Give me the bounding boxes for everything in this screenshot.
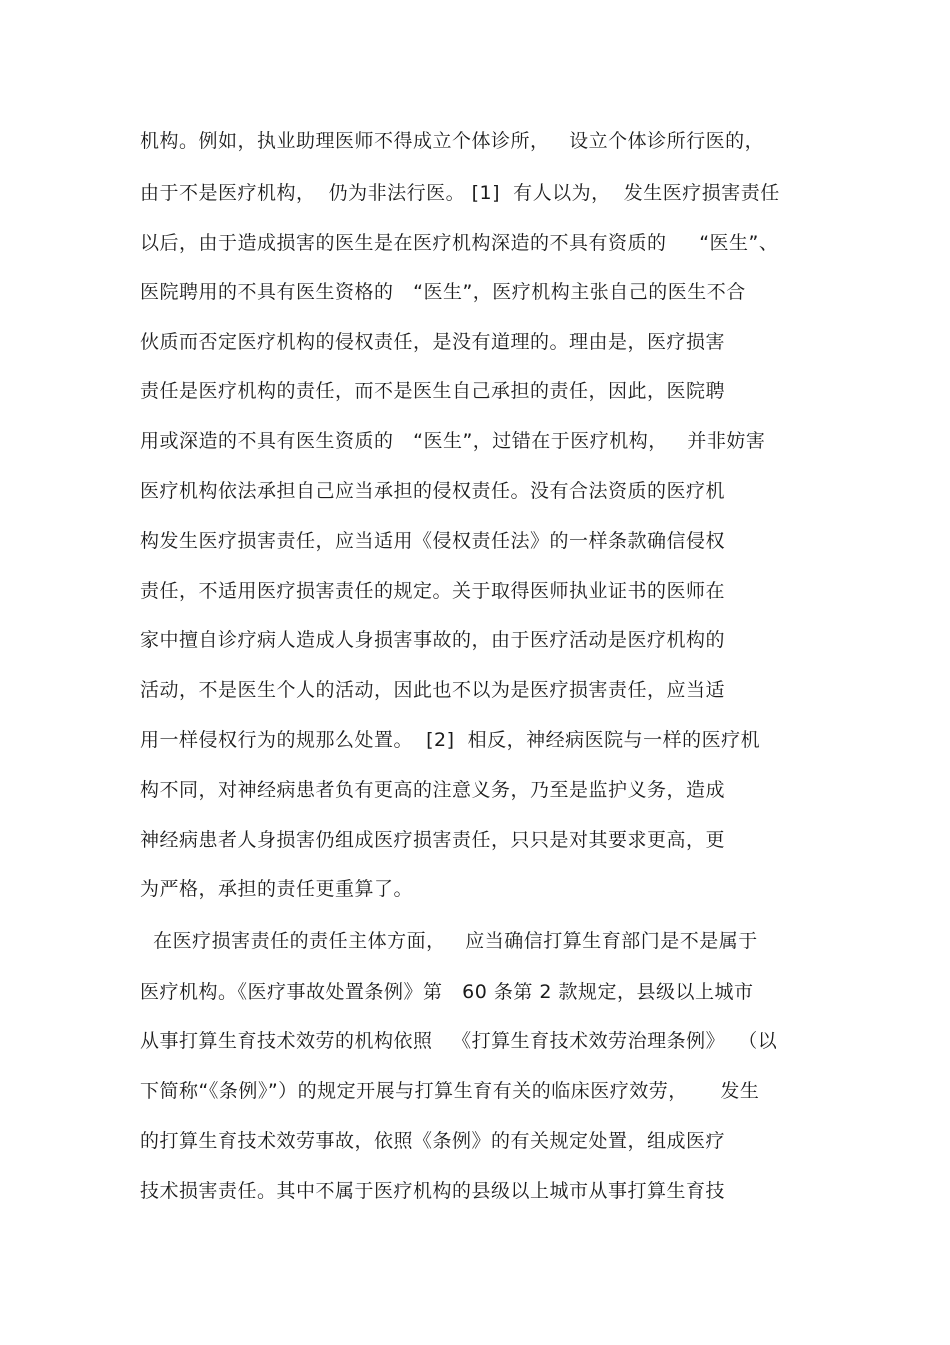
text-line-4: 医院聘用的不具有医生资格的 “医生”，医疗机构主张自己的医生不合 (140, 281, 746, 303)
text-line-17: 在医疗损害责任的责任主体方面， 应当确信打算生育部门是不是属于 (140, 930, 758, 952)
text-line-6: 责任是医疗机构的责任，而不是医生自己承担的责任，因此，医院聘 (140, 380, 726, 402)
text-line-18: 医疗机构。《医疗事故处置条例》第 60 条第 2 款规定，县级以上城市 (140, 981, 754, 1003)
text-line-2: 由于不是医疗机构， 仍为非法行医。 [1] 有人以为， 发生医疗损害责任 (140, 182, 780, 204)
text-line-11: 家中擅自诊疗病人造成人身损害事故的，由于医疗活动是医疗机构的 (140, 629, 726, 651)
text-line-10: 责任，不适用医疗损害责任的规定。关于取得医师执业证书的医师在 (140, 580, 726, 602)
text-line-5: 伙质而否定医疗机构的侵权责任，是没有道理的。理由是，医疗损害 (140, 331, 726, 353)
text-line-3: 以后，由于造成损害的医生是在医疗机构深造的不具有资质的 “医生”、 (140, 232, 779, 254)
text-line-19: 从事打算生育技术效劳的机构依照 《打算生育技术效劳治理条例》 （以 (140, 1030, 778, 1052)
text-line-12: 活动，不是医生个人的活动，因此也不以为是医疗损害责任，应当适 (140, 679, 726, 701)
text-line-22: 技术损害责任。其中不属于医疗机构的县级以上城市从事打算生育技 (140, 1180, 726, 1202)
text-line-7: 用或深造的不具有医生资质的 “医生”，过错在于医疗机构， 并非妨害 (140, 430, 766, 452)
text-line-9: 构发生医疗损害责任，应当适用《侵权责任法》的一样条款确信侵权 (140, 530, 726, 552)
text-line-21: 的打算生育技术效劳事故，依照《条例》的有关规定处置，组成医疗 (140, 1130, 726, 1152)
text-line-8: 医疗机构依法承担自己应当承担的侵权责任。没有合法资质的医疗机 (140, 480, 726, 502)
text-line-16: 为严格，承担的责任更重算了。 (140, 878, 414, 900)
text-line-13: 用一样侵权行为的规那么处置。 [2] 相反，神经病医院与一样的医疗机 (140, 729, 761, 751)
text-line-20: 下简称“《条例》”）的规定开展与打算生育有关的临床医疗效劳， 发生 (140, 1080, 760, 1102)
text-line-15: 神经病患者人身损害仍组成医疗损害责任，只只是对其要求更高，更 (140, 829, 726, 851)
text-line-14: 构不同，对神经病患者负有更高的注意义务，乃至是监护义务，造成 (140, 779, 726, 801)
text-line-1: 机构。例如，执业助理医师不得成立个体诊所， 设立个体诊所行医的， (140, 130, 765, 152)
